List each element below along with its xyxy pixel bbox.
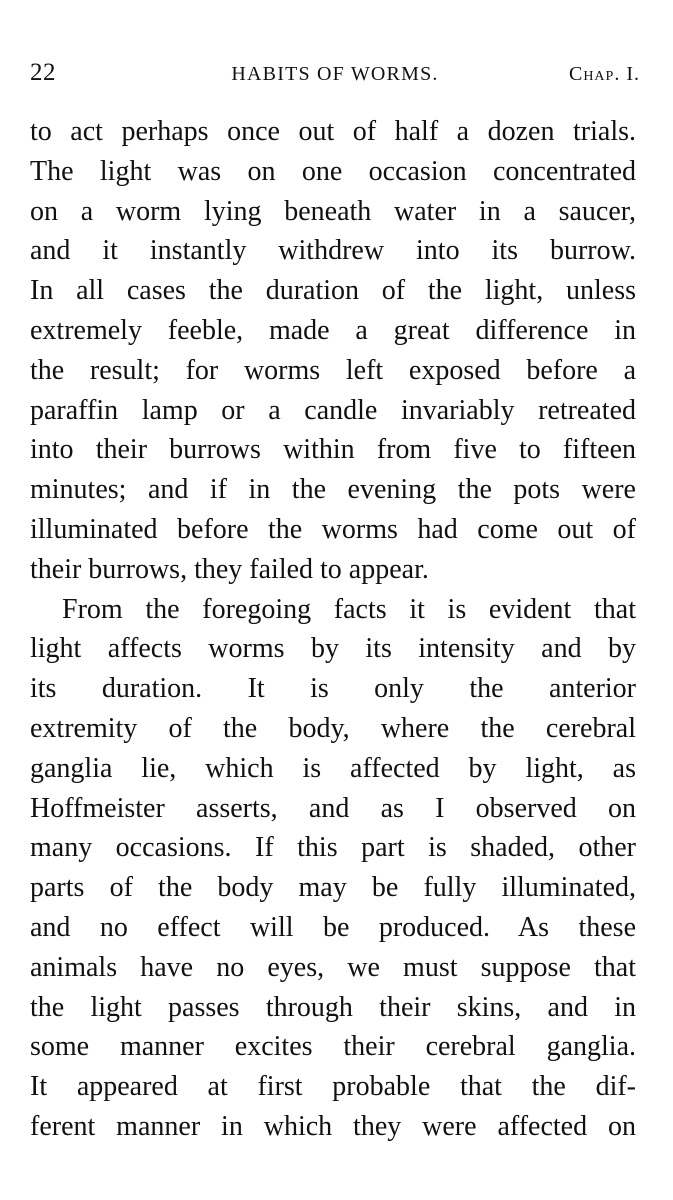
text-line: minutes; and if in the evening the pots were xyxy=(30,474,636,506)
text-line: In all cases the duration of the light, unless xyxy=(30,275,636,307)
text-line: animals have no eyes, we must suppose that xyxy=(30,951,636,983)
text-line: light affects worms by its intensity and by xyxy=(30,633,636,665)
paragraph-start-line: From the foregoing facts it is evident that xyxy=(62,593,636,625)
text-line: and it instantly withdrew into its burrow. xyxy=(30,235,636,267)
text-line: into their burrows within from five to fifteen xyxy=(30,434,636,466)
text-line: ferent manner in which they were affected on xyxy=(30,1110,636,1142)
paragraph-end-line: their burrows, they failed to appear. xyxy=(30,553,429,585)
text-line: the result; for worms left exposed before a xyxy=(30,354,636,386)
text-line: on a worm lying beneath water in a saucer, xyxy=(30,195,636,227)
text-line: illuminated before the worms had come out of xyxy=(30,513,636,545)
text-line: It appeared at first probable that the dif- xyxy=(30,1071,636,1103)
chapter-label: Chap. I. xyxy=(568,63,640,85)
text-line: paraffin lamp or a candle invariably retreated xyxy=(30,394,636,426)
page-number: 22 xyxy=(30,59,56,86)
body-text xyxy=(30,112,636,1147)
text-line: some manner excites their cerebral ganglia. xyxy=(30,1031,636,1063)
text-line: Hoffmeister asserts, and as I observed on xyxy=(30,792,636,824)
page-header xyxy=(30,56,640,90)
text-line: its duration. It is only the anterior xyxy=(30,673,636,705)
text-line: and no effect will be produced. As these xyxy=(30,911,636,943)
text-line: parts of the body may be fully illuminated, xyxy=(30,872,636,904)
text-line: ganglia lie, which is affected by light, as xyxy=(30,752,636,784)
text-line: many occasions. If this part is shaded, other xyxy=(30,832,636,864)
text-line: the light passes through their skins, and in xyxy=(30,991,636,1023)
running-title: HABITS OF WORMS. xyxy=(231,63,439,85)
text-line: to act perhaps once out of half a dozen trials. xyxy=(30,116,636,147)
text-line: extremely feeble, made a great difference in xyxy=(30,314,636,346)
text-line: extremity of the body, where the cerebral xyxy=(30,712,636,744)
text-line: The light was on one occasion concentrated xyxy=(30,155,636,187)
